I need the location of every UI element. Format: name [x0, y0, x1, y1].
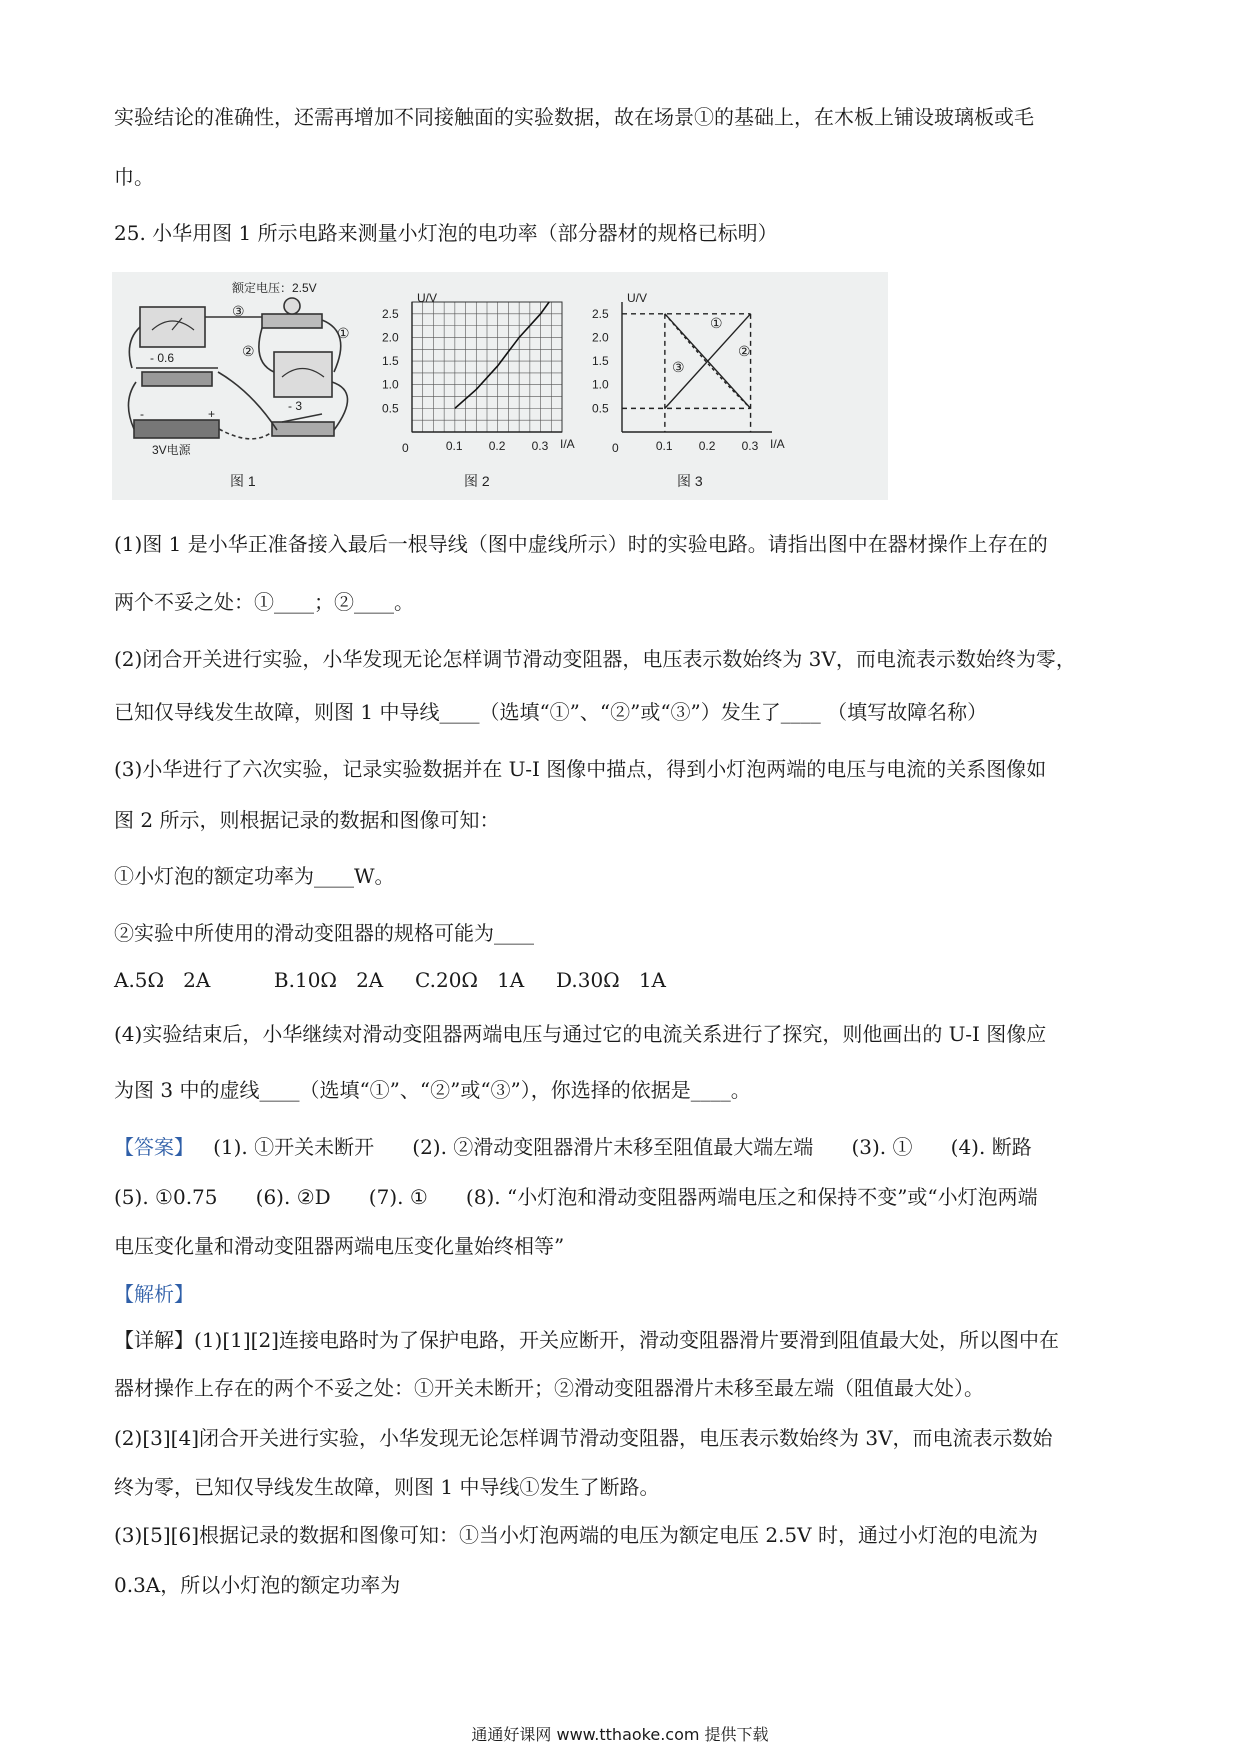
- ytick-label: 2.5: [382, 306, 399, 321]
- part-3-line-1: (3)小华进行了六次实验，记录实验数据并在 U-I 图像中描点，得到小灯泡两端的电压与电流的关系图像如: [114, 757, 1047, 781]
- ytick-label: 1.5: [592, 354, 609, 369]
- xtick-label: 0.1: [445, 439, 463, 453]
- source-label: 3V电源: [152, 443, 191, 457]
- fig2-ylabel: U/V: [417, 291, 438, 305]
- ytick-label: 2.0: [382, 330, 399, 345]
- analysis-line-2: 器材操作上存在的两个不妥之处：①开关未断开；②滑动变阻器滑片未移至最左端（阻值最大处）。: [114, 1376, 984, 1400]
- part-3-sub-1: ①小灯泡的额定功率为____W。: [114, 864, 395, 888]
- battery-icon: [134, 420, 219, 438]
- text-line-1: 实验结论的准确性，还需再增加不同接触面的实验数据，故在场景①的基础上，在木板上铺设玻璃板或毛: [114, 105, 1034, 129]
- part-2-line-1: (2)闭合开关进行实验，小华发现无论怎样调节滑动变阻器，电压表示数始终为 3V，而电流表示数始终为零，: [114, 647, 1076, 671]
- xtick-label: 0.2: [698, 439, 716, 453]
- options-line: A.5Ω 2A B.10Ω 2A C.20Ω 1A D.30Ω 1A: [114, 968, 666, 992]
- voltmeter-label: - 3: [288, 399, 303, 413]
- fig3-xlabel: I/A: [770, 437, 785, 451]
- xtick-label: 0.3: [741, 439, 759, 453]
- battery-plus: +: [208, 407, 216, 421]
- question-25-title: 25. 小华用图 1 所示电路来测量小灯泡的电功率（部分器材的规格已标明）: [114, 221, 778, 245]
- wire-label-2: ②: [242, 343, 255, 359]
- xtick-label: 0.2: [488, 439, 506, 453]
- part-1-line-2: 两个不妥之处：①____；②____。: [114, 590, 414, 614]
- figure-svg: [112, 272, 888, 500]
- answer-line-2: (5). ①0.75 (6). ②D (7). ① (8). “小灯泡和滑动变阻器两端电压之和保持不变”或“小灯泡两端: [114, 1185, 1038, 1209]
- analysis-line-1: 【详解】(1)[1][2]连接电路时为了保护电路，开关应断开，滑动变阻器滑片要滑到阻值最大处，所以图中在: [114, 1328, 1059, 1352]
- fig3-line-label-1: ①: [710, 315, 723, 331]
- fig2-xlabel: I/A: [560, 437, 575, 451]
- switch-icon: [272, 422, 334, 436]
- analysis-line-4: 终为零，已知仅导线发生故障，则图 1 中导线①发生了断路。: [114, 1475, 660, 1499]
- analysis-line-3: (2)[3][4]闭合开关进行实验，小华发现无论怎样调节滑动变阻器，电压表示数始终为 3V，而电流表示数始: [114, 1426, 1053, 1450]
- footer: 通通好课网 www.tthaoke.com 提供下载: [471, 1725, 769, 1744]
- battery-minus: -: [140, 407, 144, 421]
- ytick-label: 2.0: [592, 330, 609, 345]
- answer-tag: 【答案】: [114, 1135, 194, 1159]
- ytick-label: 0.5: [592, 401, 609, 416]
- bulb-icon: [262, 314, 322, 328]
- ytick-label: 0.5: [382, 401, 399, 416]
- figure-3-chart: [592, 302, 772, 453]
- analysis-line-6: 0.3A，所以小灯泡的额定功率为: [114, 1573, 401, 1597]
- ytick-label: 1.5: [382, 354, 399, 369]
- part-4-line-2: 为图 3 中的虚线____（选填“①”、“②”或“③”），你选择的依据是____。: [114, 1078, 751, 1102]
- answer-line-3: 电压变化量和滑动变阻器两端电压变化量始终相等”: [114, 1234, 565, 1258]
- ytick-label: 1.0: [592, 377, 609, 392]
- ytick-label: 1.0: [382, 377, 399, 392]
- ammeter-label: - 0.6: [150, 351, 175, 365]
- text-line-2: 巾。: [114, 165, 154, 189]
- fig3-origin: 0: [612, 441, 619, 455]
- figure-1-caption: 图 1: [230, 473, 256, 489]
- figure-strip: [112, 272, 888, 500]
- analysis-tag: 【解析】: [114, 1282, 194, 1306]
- figure-2-chart: [382, 302, 562, 453]
- part-4-line-1: (4)实验结束后，小华继续对滑动变阻器两端电压与通过它的电流关系进行了探究，则他画出的 U-I 图像应: [114, 1022, 1047, 1046]
- answer-line-1: [114, 1133, 1032, 1161]
- fig3-ylabel: U/V: [627, 291, 648, 305]
- analysis-line-5: (3)[5][6]根据记录的数据和图像可知：①当小灯泡两端的电压为额定电压 2.5V 时，通过小灯泡的电流为: [114, 1523, 1038, 1547]
- ammeter-icon: [140, 307, 205, 347]
- ytick-label: 2.5: [592, 306, 609, 321]
- part-3-line-2: 图 2 所示，则根据记录的数据和图像可知：: [114, 808, 500, 832]
- answer-text-1: (1). ①开关未断开 (2). ②滑动变阻器滑片未移至阻值最大端左端 (3). ① (4). 断路: [213, 1135, 1032, 1159]
- fig3-line-label-3: ③: [672, 359, 685, 375]
- fig2-origin: 0: [402, 441, 409, 455]
- figure-1-circuit: [128, 298, 347, 439]
- part-2-line-2: 已知仅导线发生故障，则图 1 中导线____（选填“①”、“②”或“③”）发生了____ （填写故障名称）: [114, 700, 988, 724]
- wire-label-3: ③: [232, 303, 245, 319]
- fig3-line-label-2: ②: [738, 343, 751, 359]
- figure-2-caption: 图 2: [464, 473, 490, 489]
- part-1-line-1: (1)图 1 是小华正准备接入最后一根导线（图中虚线所示）时的实验电路。请指出图中在器材操作上存在的: [114, 532, 1048, 556]
- xtick-label: 0.1: [655, 439, 673, 453]
- voltmeter-icon: [274, 352, 332, 397]
- fig2-curve: [455, 302, 549, 408]
- wire-label-1: ①: [337, 325, 350, 341]
- part-3-sub-2: ②实验中所使用的滑动变阻器的规格可能为____: [114, 921, 534, 945]
- figure-3-caption: 图 3: [677, 473, 703, 489]
- rated-voltage-label: 额定电压：2.5V: [232, 281, 317, 295]
- xtick-label: 0.3: [531, 439, 549, 453]
- rheostat-icon: [142, 372, 212, 386]
